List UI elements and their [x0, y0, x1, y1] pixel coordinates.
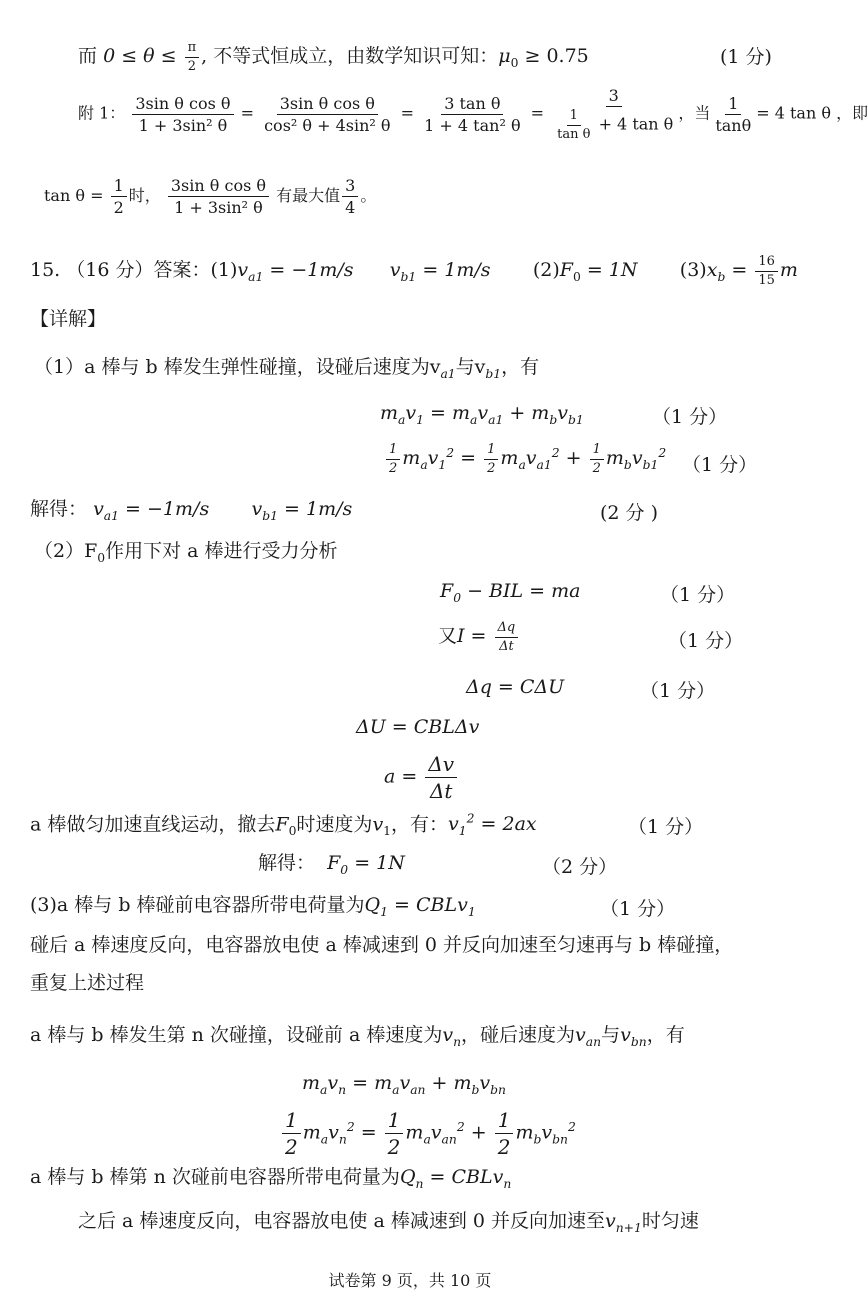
page-footer: 试卷第 9 页，共 10 页 — [328, 1271, 492, 1290]
question-number: 15. （16 分）答案：(1) — [30, 259, 238, 282]
part1-intro: （1）a 棒与 b 棒发生弹性碰撞，设碰后速度为$v_{a1}$与$v_{b1}$，有 — [34, 356, 540, 381]
part3-intro: (3)a 棒与 b 棒碰前电容器所带电荷量为$Q_1$ = CBLv$_1$ — [30, 894, 476, 919]
fraction-half: $\frac{1}{2}$ — [111, 176, 127, 217]
inequality: 0 ≤ θ ≤ — [103, 45, 177, 68]
part3-line5: a 棒与 b 棒第 n 次碰前电容器所带电荷量为$Q_n$ = CBLv$_n$ — [30, 1166, 512, 1191]
voltage-equation: ΔU = CBLΔv — [356, 716, 480, 738]
score-eq2: （1 分） — [682, 454, 758, 476]
fraction-2: $\frac{\text{3sin θ cos θ}}{\text{cos² θ + 4sin² θ}}$ — [264, 93, 391, 135]
momentum-equation: $m_av_1 = m_av_{a1} + m_bv_{b1}$ — [380, 402, 584, 427]
appendix-label: 附 1： — [78, 103, 126, 123]
part2-motion: a 棒做匀加速直线运动，撤去$F_0$时速度为$v_1$，有：$v_1^2 = 2ax$ — [30, 812, 537, 839]
energy-equation: $\frac{1}{2}$ $m_av_1^2$ = $\frac{1}{2}$ $m_av_{a1}^2$ + $\frac{1}{2}$ $m_bv_{b1}^2$ — [384, 442, 666, 476]
line-theta-range — [78, 40, 589, 74]
force-equation: $F_0$ − BIL = ma — [440, 580, 581, 605]
score-eq1: （1 分） — [652, 406, 728, 428]
fraction-4: 3 $\frac{1}{\text{tan θ}}$ + 4 tan θ — [557, 86, 674, 142]
fraction-3-4: $\frac{3}{4}$ — [342, 176, 358, 217]
part3-line3: 重复上述过程 — [30, 972, 145, 994]
text: ，当 — [678, 103, 711, 123]
fraction-expression: $\frac{\text{3sin θ cos θ}}{\text{1 + 3sin² θ}}$ — [168, 176, 269, 217]
current-equation: 又I = $\frac{\Delta q}{\Delta t}$ — [438, 620, 520, 654]
text: ≥ 0.75 — [518, 45, 589, 68]
mu-symbol: μ — [498, 45, 511, 68]
text: tan θ = — [44, 186, 104, 206]
energy-equation-n: $\frac{1}{2}$ $m_av_n^2$ = $\frac{1}{2}$ $m_av_{an}^2$ + $\frac{1}{2}$ $m_bv_{bn}^2$ — [280, 1108, 576, 1159]
score-sol1: (2 分 ) — [600, 502, 658, 524]
line-max-value — [44, 176, 376, 217]
score-eq5: （1 分） — [640, 680, 716, 702]
fraction-when: $\frac{1}{\tan\theta}$ — [715, 93, 752, 135]
score-motion: （1 分） — [628, 816, 704, 838]
text: 有最大值 — [276, 186, 341, 206]
score-line1: (1 分) — [720, 46, 772, 68]
text: = 4 tan θ ，即 — [756, 103, 868, 123]
solution-1: 解得： $v_{a1} = -1m/s$ $v_{b1} = 1m/s$ — [30, 498, 353, 523]
part3-line4: a 棒与 b 棒发生第 n 次碰撞，设碰前 a 棒速度为$v_n$，碰后速度为$v_{an}$与$v_{bn}$，有 — [30, 1024, 685, 1049]
score-eq3: （1 分） — [660, 584, 736, 606]
part3-line2: 碰后 a 棒速度反向，电容器放电使 a 棒减速到 0 并反向加速至匀速再与 b 棒碰撞， — [30, 934, 734, 956]
part2-intro: $(2)F_0$作用下对 a 棒进行受力分析 — [34, 540, 338, 565]
appendix-line: 附 1： $\frac{\text{3sin θ cos θ}}{\text{1 + 3sin² θ}}$ = $\frac{\text{3sin θ cos θ}}{\text{cos² θ + 4sin² θ}}$ = $\frac{\text{3 tan θ}}{\text{1 + 4 tan² θ}}$ = 3 $\frac{1}{\text{tan θ}}$ + 4 tan θ ，当 $\frac{1}{\tan\theta}$ = 4 tan θ ，即 — [78, 86, 868, 142]
part3-line6: 之后 a 棒速度反向，电容器放电使 a 棒减速到 0 并反向加速至$v_{n+1}$时匀速 — [78, 1210, 699, 1235]
fraction-1: $\frac{\text{3sin θ cos θ}}{\text{1 + 3sin² θ}}$ — [132, 94, 233, 135]
fraction-3: $\frac{\text{3 tan θ}}{\text{1 + 4 tan² θ}}$ — [424, 93, 521, 135]
solution-2: 解得： $F_0 = 1N$ — [258, 852, 405, 877]
detail-title: 【详解】 — [30, 308, 107, 330]
fraction-pi-over-2: $\frac{\pi}{2}$ — [185, 40, 200, 74]
momentum-equation-n: $m_av_n = m_av_{an} + m_bv_{bn}$ — [302, 1072, 507, 1097]
subscript: 0 — [510, 55, 519, 70]
text: 时， — [128, 186, 161, 206]
score-part3: （1 分） — [600, 898, 676, 920]
text: , 不等式恒成立，由数学知识可知： — [201, 45, 499, 68]
q15-answer-line: 15. （16 分）答案：$(1)v_{a1} = -1m/s$ $v_{b1} = 1m/s$ $(2)F_0 = 1N$ $(3)x_b$ = $\frac{16}{15}$ m — [30, 254, 798, 288]
charge-equation: Δq = CΔU — [466, 676, 565, 698]
acceleration-equation: a = $\frac{\Delta v}{\Delta t}$ — [384, 752, 459, 803]
score-sol2: （2 分） — [542, 856, 618, 878]
text: 。 — [360, 186, 377, 206]
text: 而 — [78, 45, 98, 68]
score-eq4: （1 分） — [668, 630, 744, 652]
